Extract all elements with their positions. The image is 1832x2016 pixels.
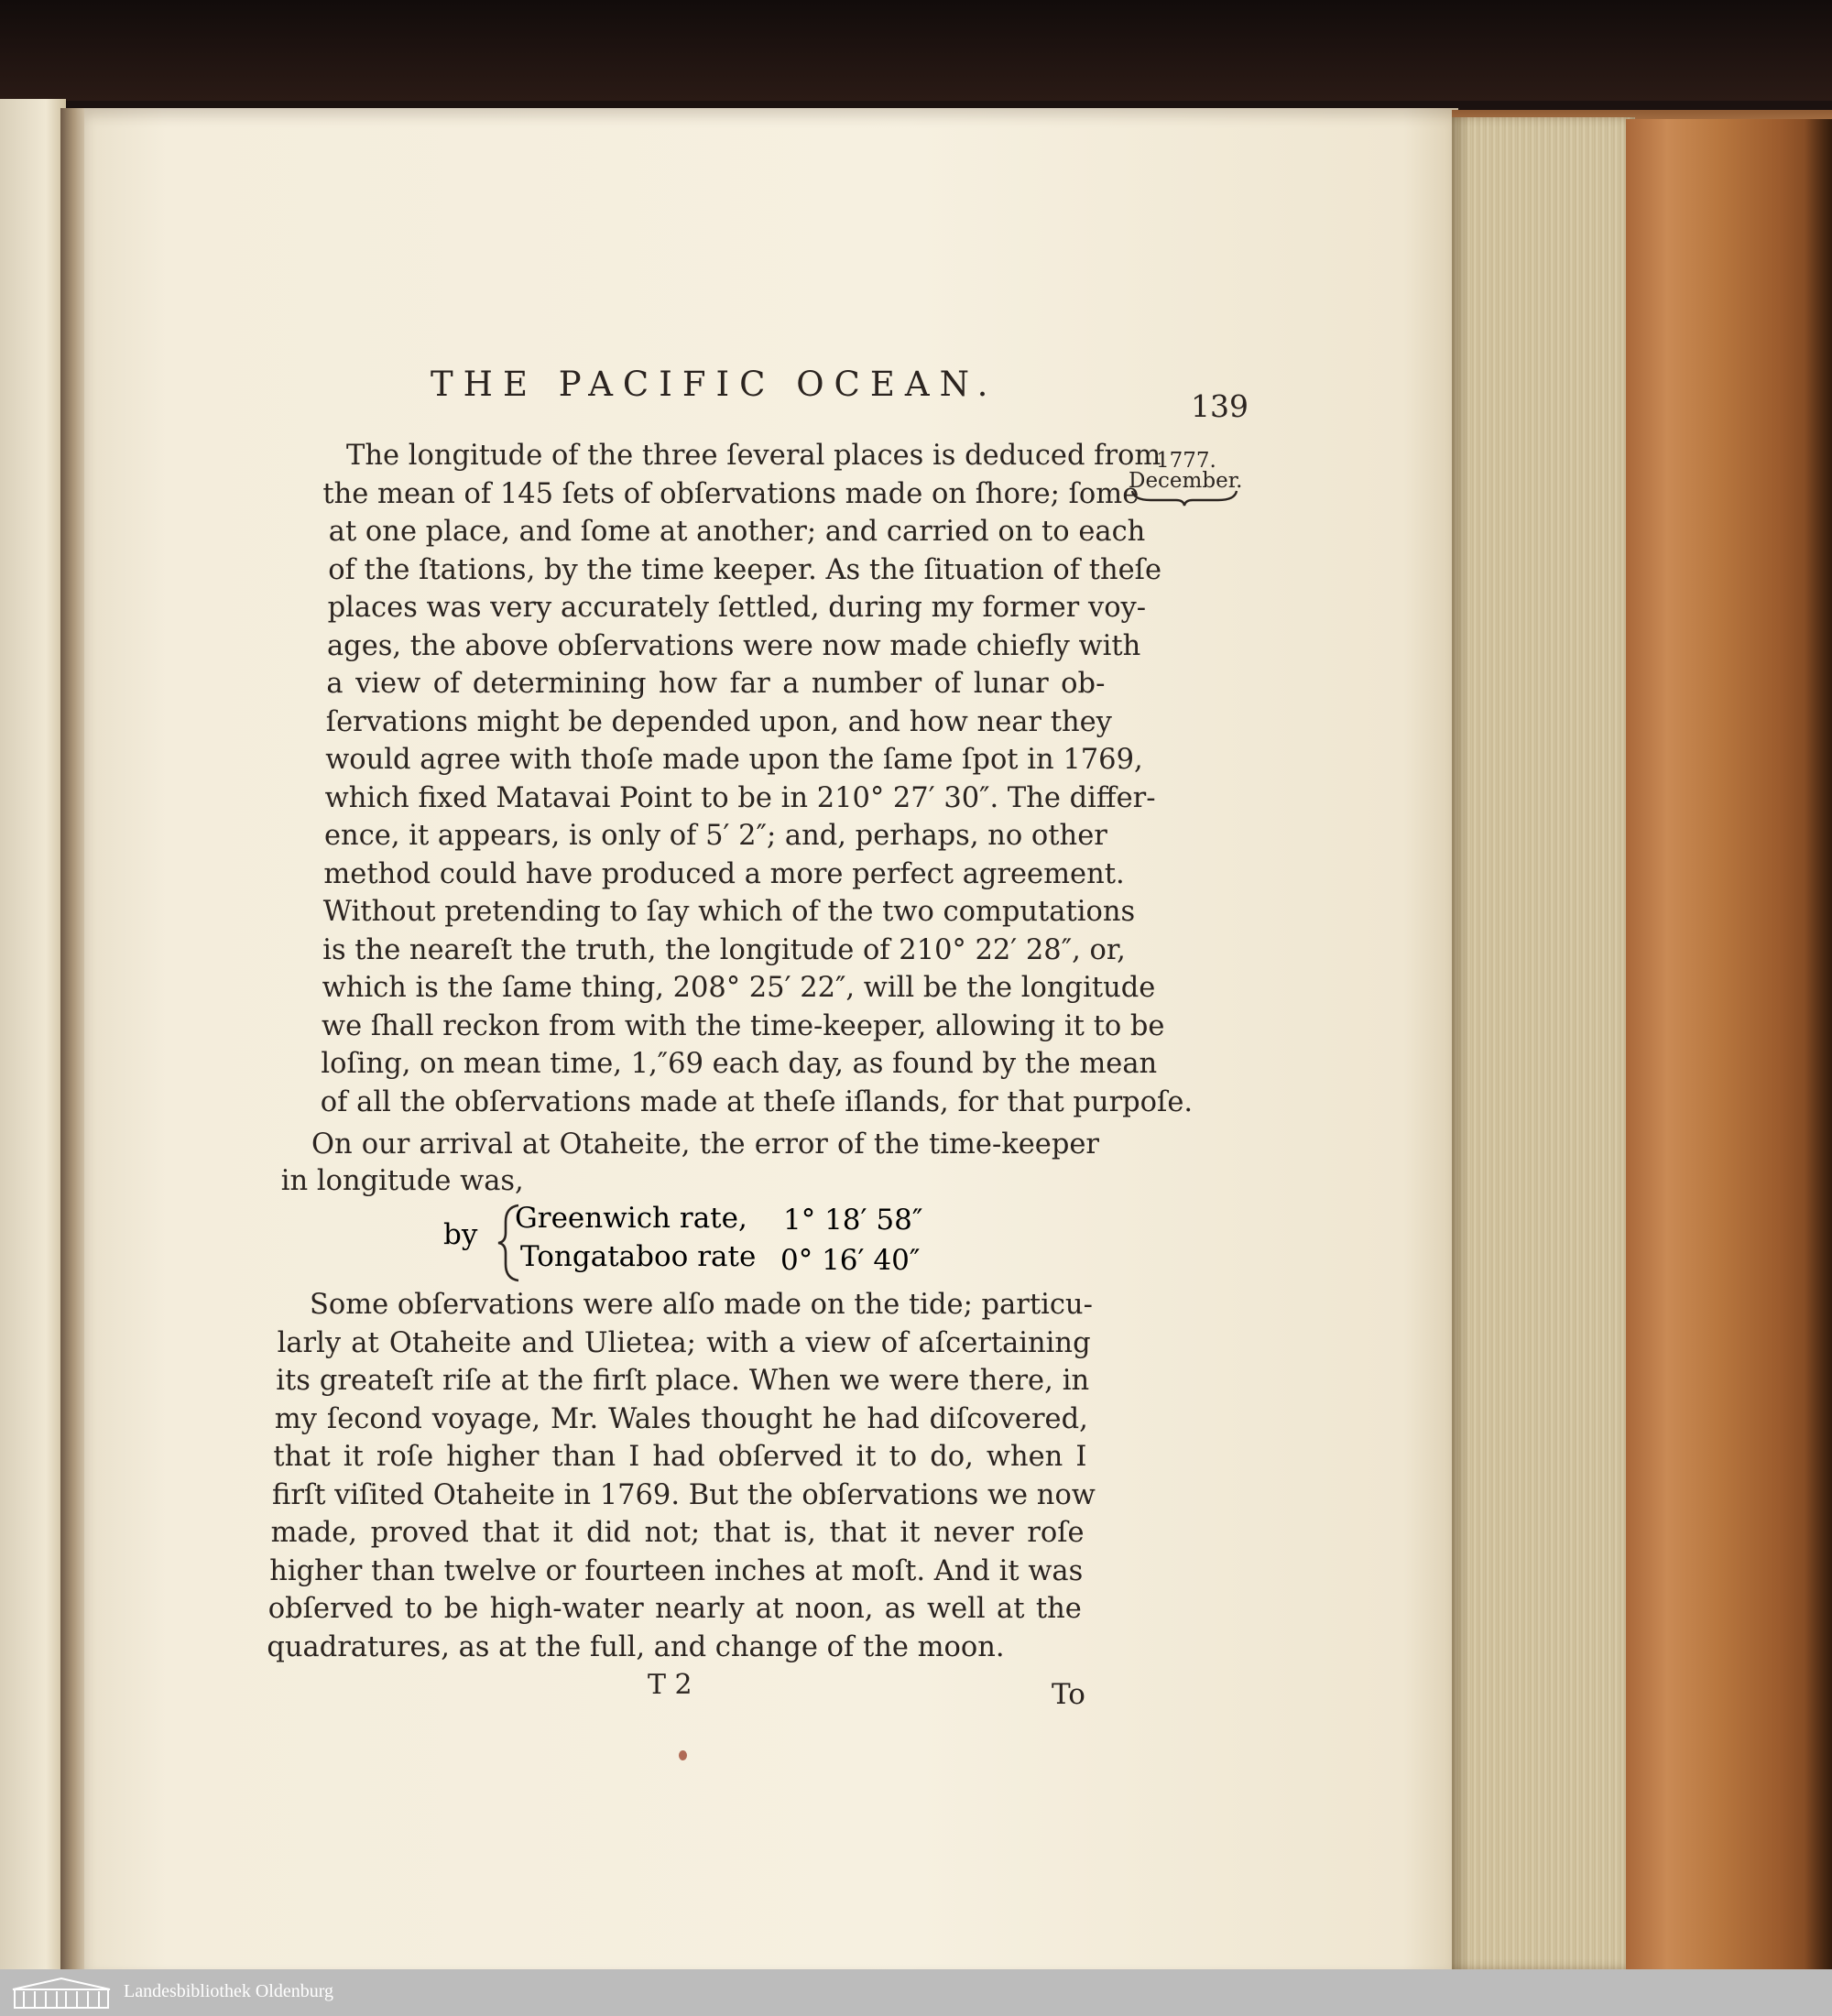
text-line: ages, the above obſervations were now made chiefly with bbox=[327, 629, 1141, 662]
text-line: its greateſt riſe at the firſt place. When we were there, in bbox=[276, 1365, 1090, 1397]
text-line: in longitude was, bbox=[280, 1165, 524, 1197]
text-line: the mean of 145 ſets of obſervations made on ſhore; ſome bbox=[322, 477, 1140, 510]
page-number: 139 bbox=[1191, 388, 1249, 424]
running-head: THE PACIFIC OCEAN. bbox=[431, 365, 998, 404]
margin-brace-icon bbox=[1129, 485, 1240, 507]
library-building-icon bbox=[11, 1977, 112, 2010]
text-line: loſing, on mean time, 1,″69 each day, as found by the mean bbox=[321, 1048, 1158, 1080]
text-line: The longitude of the three ſeveral places is deduced from bbox=[346, 440, 1161, 472]
background-top bbox=[0, 0, 1832, 101]
text-line: ence, it appears, is only of 5′ 2″; and, perhaps, no other bbox=[324, 820, 1107, 852]
text-line: firſt viſited Otaheite in 1769. But the obſervations we now bbox=[272, 1478, 1096, 1511]
text-line: made, proved that it did not; that is, that it never roſe bbox=[270, 1517, 1085, 1549]
text-line: On our arrival at Otaheite, the error of the time-keeper bbox=[311, 1128, 1099, 1161]
text-line: which fixed Matavai Point to be in 210° 27′ 30″. The differ- bbox=[324, 781, 1156, 814]
margin-note-year: 1777. bbox=[1156, 449, 1216, 473]
text-line: of the ſtations, by the time keeper. As the ſituation of theſe bbox=[328, 553, 1162, 586]
footer-library-name: Landesbibliothek Oldenburg bbox=[124, 1981, 334, 2001]
text-line: method could have produced a more perfect agreement. bbox=[323, 857, 1125, 890]
signature-mark: T 2 bbox=[648, 1669, 692, 1701]
text-line: Some obſervations were alſo made on the tide; particu- bbox=[310, 1289, 1093, 1321]
cover-shadow bbox=[1805, 119, 1832, 1969]
ink-spot bbox=[679, 1750, 687, 1760]
text-line: that it roſe higher than I had obſerved it to do, when I bbox=[273, 1441, 1087, 1473]
text-line: my ſecond voyage, Mr. Wales thought he had diſcovered, bbox=[274, 1402, 1088, 1435]
text-line: at one place, and ſome at another; and carried on to each bbox=[328, 516, 1146, 548]
error-table-prefix: by bbox=[443, 1218, 478, 1251]
error-row-value: 0° 16′ 40″ bbox=[780, 1244, 921, 1277]
text-line: places was very accurately ſettled, during my former voy- bbox=[327, 592, 1147, 624]
leather-cover bbox=[1626, 119, 1832, 1969]
error-row-label: Greenwich rate, bbox=[515, 1202, 747, 1235]
left-page-edge bbox=[0, 99, 66, 1969]
margin-note-month: December. bbox=[1129, 469, 1243, 493]
page-edge-shadow bbox=[1452, 117, 1470, 1969]
text-line: would agree with thoſe made upon the ſame ſpot in 1769, bbox=[325, 744, 1143, 776]
text-line: which is the ſame thing, 208° 25′ 22″, will be the longitude bbox=[322, 972, 1156, 1004]
text-line: of all the obſervations made at theſe iſlands, for that purpoſe. bbox=[320, 1085, 1194, 1118]
text-line: quadratures, as at the full, and change of the moon. bbox=[267, 1630, 1005, 1663]
error-row-label: Tongataboo rate bbox=[520, 1240, 757, 1273]
text-line: higher than twelve or fourteen inches at moſt. And it was bbox=[269, 1554, 1084, 1587]
error-row-value: 1° 18′ 58″ bbox=[783, 1204, 923, 1237]
text-line: Without pretending to ſay which of the two computations bbox=[322, 896, 1136, 928]
text-line: larly at Otaheite and Ulietea; with a view of aſcertaining bbox=[277, 1326, 1091, 1359]
page-block-edges bbox=[1452, 117, 1635, 1969]
text-line: ſervations might be depended upon, and how near they bbox=[325, 705, 1112, 738]
text-line: obſerved to be high-water nearly at noon, as well at the bbox=[267, 1593, 1082, 1625]
text-line: a view of determining how far a number of lunar ob- bbox=[326, 668, 1106, 700]
catchword: To bbox=[1052, 1678, 1085, 1711]
text-line: is the neareſt the truth, the longitude of 210° 22′ 28″, or, bbox=[322, 933, 1126, 966]
text-line: we ſhall reckon from with the time-keeper, allowing it to be bbox=[322, 1009, 1165, 1042]
footer-bar bbox=[0, 1969, 1832, 2016]
